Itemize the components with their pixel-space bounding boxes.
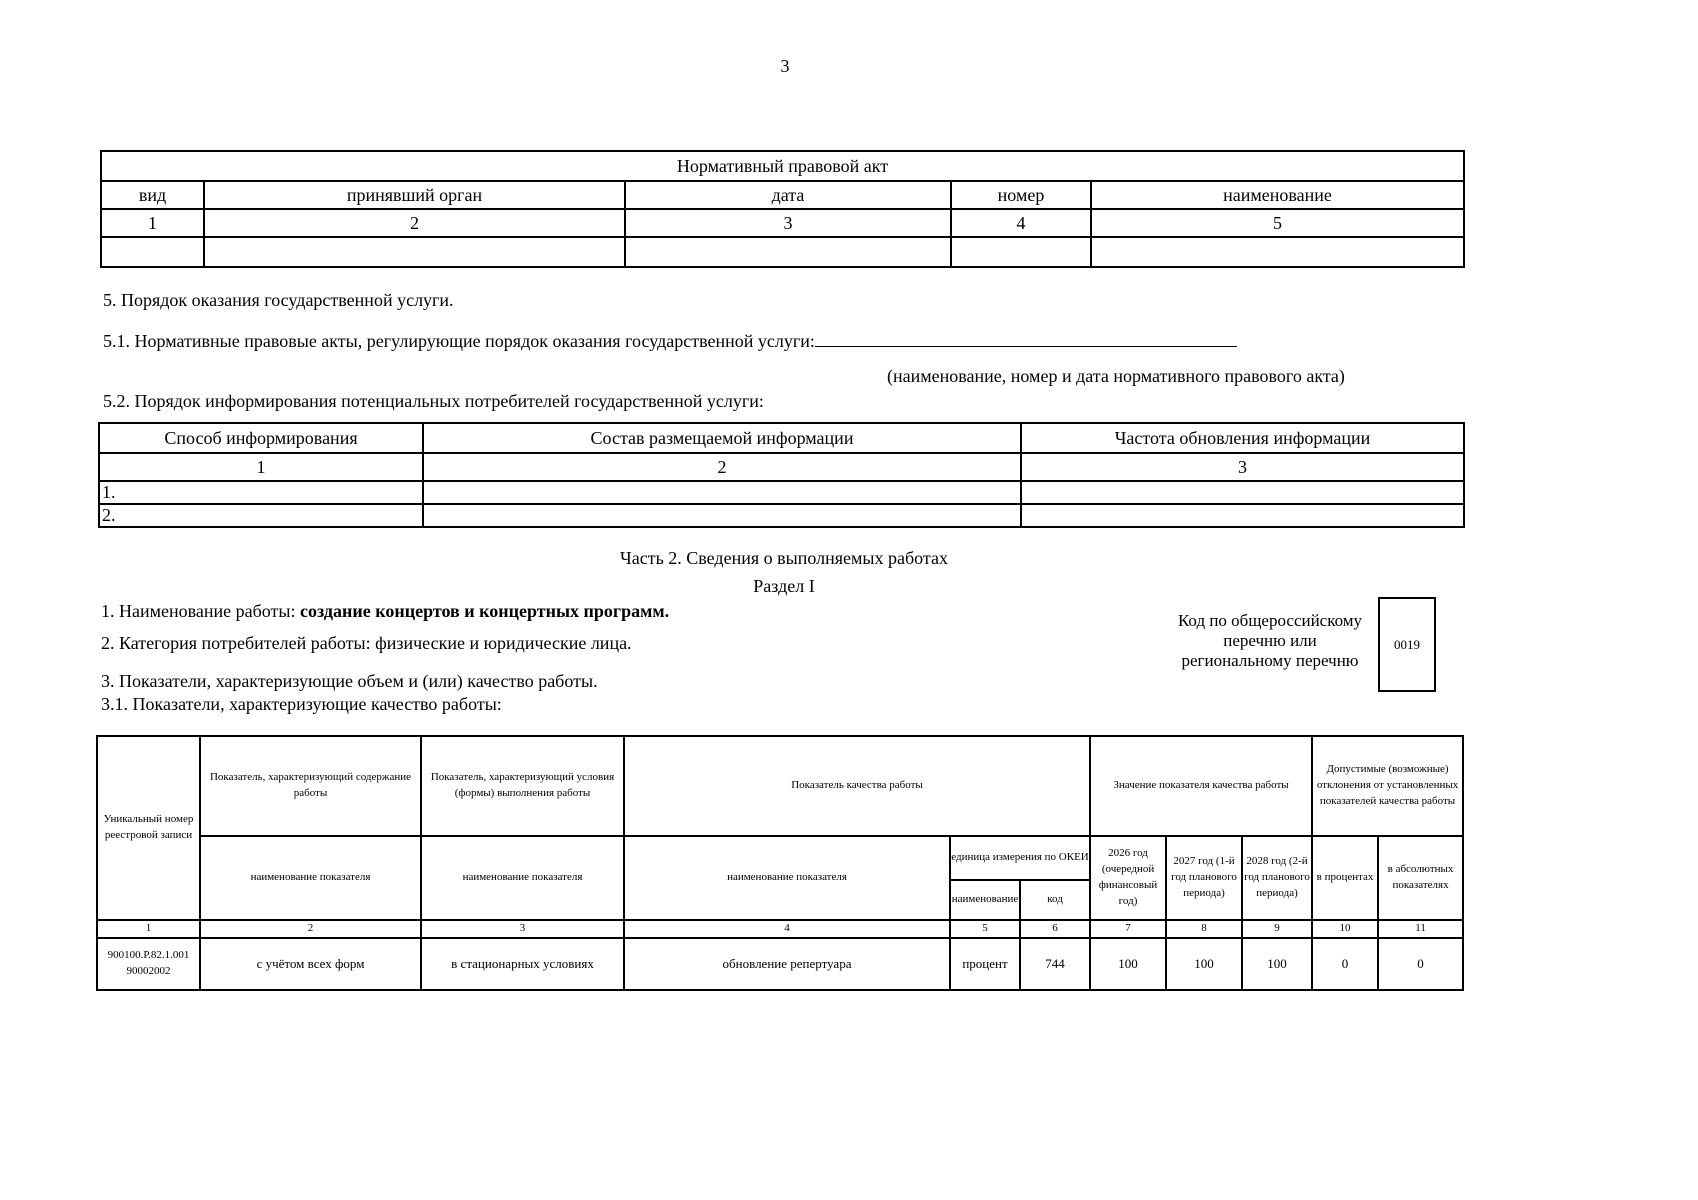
col-number: 4 — [624, 920, 950, 938]
page-number: 3 — [780, 56, 790, 76]
empty-cell — [423, 504, 1021, 527]
unique-record-number: 900100.Р.82.1.001 90002002 — [97, 938, 200, 990]
header-method: Способ информирования — [99, 423, 423, 453]
col-number: 1 — [101, 209, 204, 237]
code-label-line: перечню или — [1223, 631, 1317, 650]
col-number: 5 — [1091, 209, 1464, 237]
header-quality-indicator: Показатель качества работы — [624, 736, 1090, 836]
code-label — [1165, 611, 1375, 671]
unit-code-value: 744 — [1020, 938, 1090, 990]
header-content-indicator: Показатель, характеризующий содержание работы — [200, 736, 421, 836]
col-number: 10 — [1312, 920, 1378, 938]
value-2028: 100 — [1242, 938, 1312, 990]
section-5-2: 5.2. Порядок информирования потенциальных потребителей государственной услуги: — [103, 391, 764, 411]
deviation-absolute: 0 — [1378, 938, 1463, 990]
consumer-category: 2. Категория потребителей работы: физические и юридические лица. — [101, 633, 632, 653]
header-year-2028: 2028 год (2-й год планового периода) — [1242, 836, 1312, 920]
header-frequency: Частота обновления информации — [1021, 423, 1464, 453]
quality-indicators-heading: 3.1. Показатели, характеризующие качество работы: — [101, 694, 502, 714]
part-2-title: Часть 2. Сведения о выполняемых работах — [620, 548, 948, 568]
normative-act-title: Нормативный правовой акт — [101, 151, 1464, 181]
header-type: вид — [101, 181, 204, 209]
col-number: 1 — [97, 920, 200, 938]
header-indicator-name: наименование показателя — [421, 836, 624, 920]
col-number: 8 — [1166, 920, 1242, 938]
indicator-value: обновление репертуара — [624, 938, 950, 990]
header-unit-name: наименование — [950, 880, 1020, 920]
section-5-1-caption: (наименование, номер и дата нормативного правового акта) — [887, 366, 1345, 386]
col-number: 3 — [1021, 453, 1464, 481]
table-row — [97, 938, 1463, 990]
header-unique-number: Уникальный номер реестровой записи — [97, 736, 200, 920]
work-name-label: 1. Наименование работы: — [101, 601, 301, 621]
col-number: 1 — [99, 453, 423, 481]
col-number: 2 — [200, 920, 421, 938]
empty-cell — [1021, 481, 1464, 504]
header-indicator-value: Значение показателя качества работы — [1090, 736, 1312, 836]
header-authority: принявший орган — [204, 181, 625, 209]
work-name — [101, 601, 669, 622]
header-indicator-name: наименование показателя — [200, 836, 421, 920]
header-absolute: в абсолютных показателях — [1378, 836, 1463, 920]
empty-cell — [101, 237, 204, 267]
table-row-label: 2. — [99, 504, 423, 527]
col-number: 2 — [423, 453, 1021, 481]
header-number: номер — [951, 181, 1091, 209]
empty-cell — [625, 237, 951, 267]
col-number: 4 — [951, 209, 1091, 237]
col-number: 2 — [204, 209, 625, 237]
header-content: Состав размещаемой информации — [423, 423, 1021, 453]
deviation-percent: 0 — [1312, 938, 1378, 990]
value-2026: 100 — [1090, 938, 1166, 990]
col-number: 3 — [625, 209, 951, 237]
col-number: 11 — [1378, 920, 1463, 938]
header-year-2027: 2027 год (1-й год планового периода) — [1166, 836, 1242, 920]
section-5-title: 5. Порядок оказания государственной услуги. — [103, 290, 454, 310]
header-name: наименование — [1091, 181, 1464, 209]
value-2027: 100 — [1166, 938, 1242, 990]
normative-act-table — [100, 150, 1465, 268]
empty-cell — [1021, 504, 1464, 527]
col-number: 7 — [1090, 920, 1166, 938]
content-value: с учётом всех форм — [200, 938, 421, 990]
section-title: Раздел I — [753, 576, 815, 596]
header-deviation: Допустимые (возможные) отклонения от установленных показателей качества работы — [1312, 736, 1463, 836]
code-label-line: региональному перечню — [1181, 651, 1359, 670]
col-number: 5 — [950, 920, 1020, 938]
header-indicator-name: наименование показателя — [624, 836, 950, 920]
header-unit-code: код — [1020, 880, 1090, 920]
conditions-value: в стационарных условиях — [421, 938, 624, 990]
col-number: 9 — [1242, 920, 1312, 938]
header-unit: единица измерения по ОКЕИ — [950, 836, 1090, 880]
header-year-2026: 2026 год (очередной финансовый год) — [1090, 836, 1166, 920]
code-label-line: Код по общероссийскому — [1177, 611, 1363, 630]
empty-cell — [423, 481, 1021, 504]
empty-cell — [1091, 237, 1464, 267]
col-number: 6 — [1020, 920, 1090, 938]
work-name-value: создание концертов и концертных программ. — [300, 601, 670, 621]
empty-cell — [204, 237, 625, 267]
col-number: 3 — [421, 920, 624, 938]
indicators-heading: 3. Показатели, характеризующие объем и (или) качество работы. — [101, 671, 598, 691]
blank-line — [815, 328, 1237, 347]
unit-name-value: процент — [950, 938, 1020, 990]
empty-cell — [951, 237, 1091, 267]
info-table — [98, 422, 1465, 528]
registry-code-box: 0019 — [1378, 597, 1436, 692]
section-5-1-text: 5.1. Нормативные правовые акты, регулирующие порядок оказания государственной услуги: — [103, 331, 815, 351]
header-percent: в процентах — [1312, 836, 1378, 920]
header-date: дата — [625, 181, 951, 209]
section-5-1 — [103, 328, 1237, 352]
table-row-label: 1. — [99, 481, 423, 504]
header-conditions-indicator: Показатель, характеризующий условия (формы) выполнения работы — [421, 736, 624, 836]
quality-table — [96, 735, 1464, 991]
